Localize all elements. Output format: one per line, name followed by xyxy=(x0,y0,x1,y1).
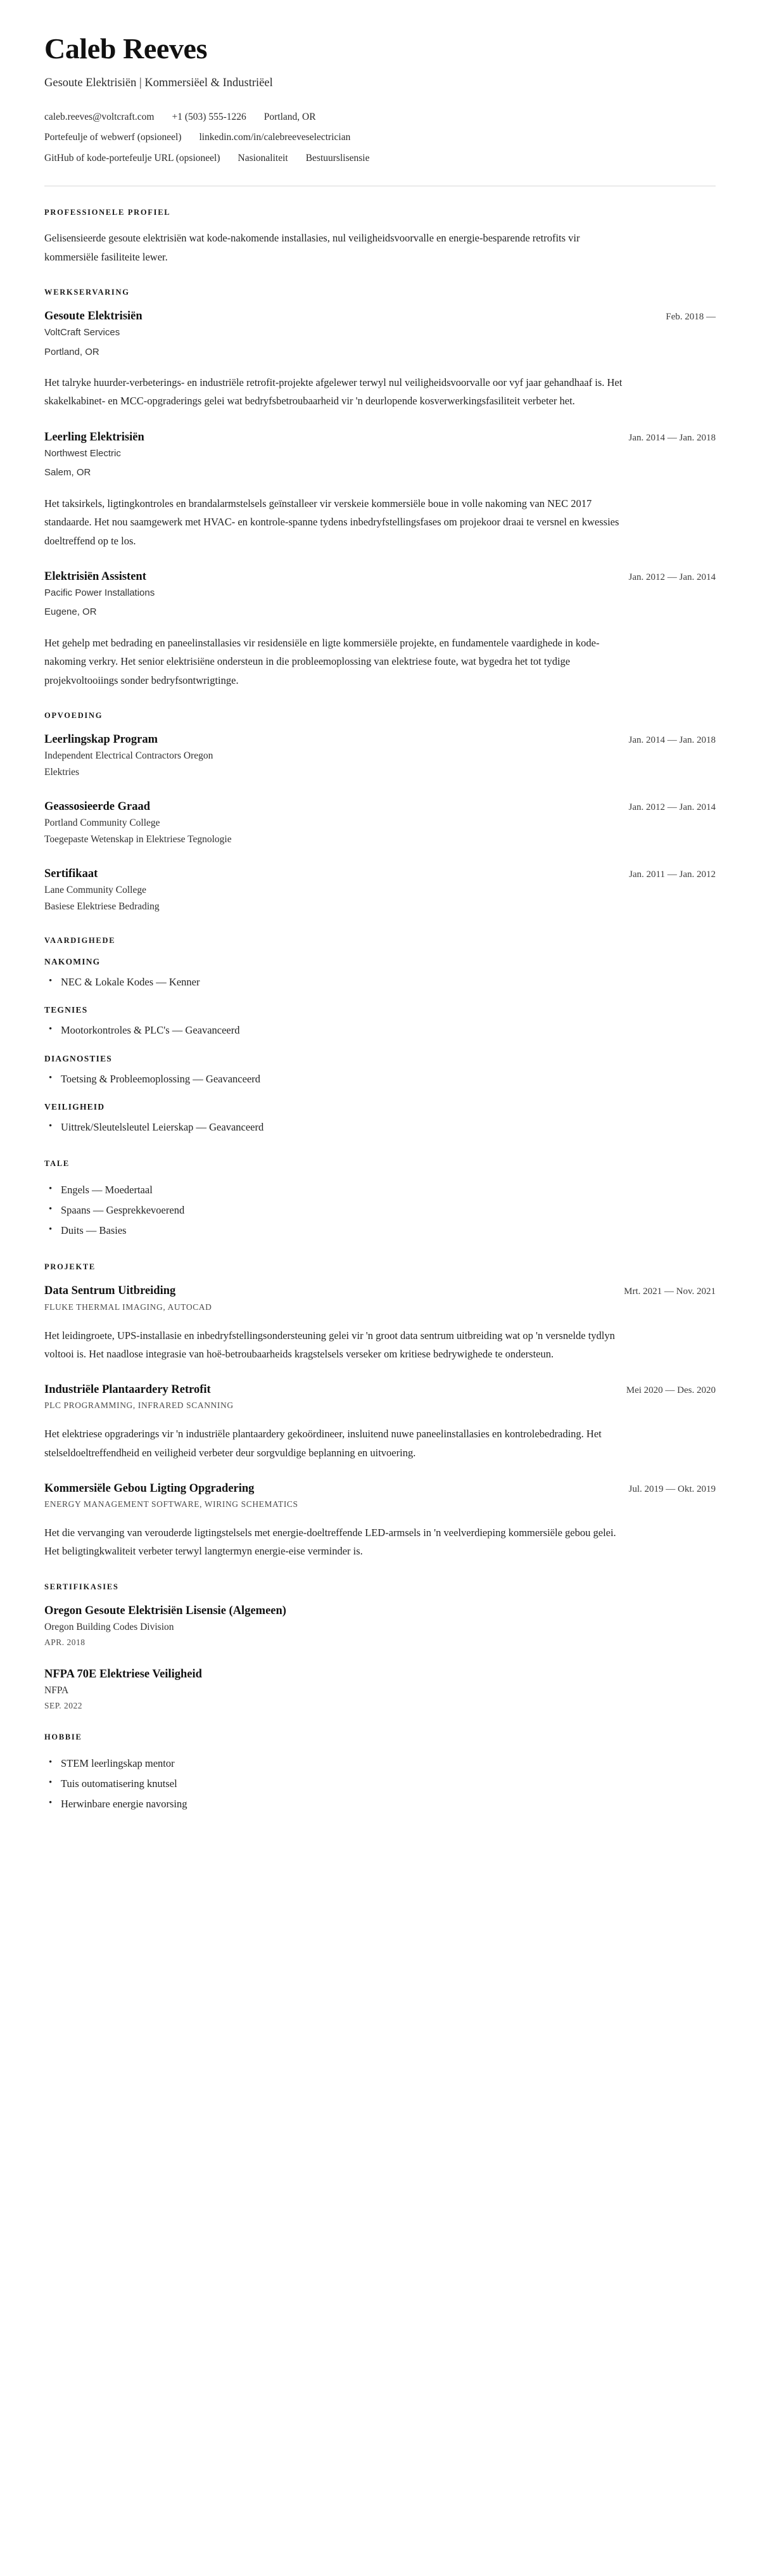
page-title: Caleb Reeves xyxy=(44,32,208,65)
section-profile xyxy=(44,208,716,266)
list-item: • Uittrek/Sleutelsleutel Leierskap — Geavanceerd xyxy=(44,1117,716,1137)
skill-list xyxy=(44,972,716,992)
experience-entry xyxy=(44,430,716,550)
education-field-of-study: Elektries xyxy=(44,767,80,778)
contact-row-1 xyxy=(44,107,716,128)
contact-location: Portland, OR xyxy=(263,111,316,122)
resume-header xyxy=(44,33,716,186)
project-tech-stack: PLC PROGRAMMING, INFRARED SCANNING xyxy=(44,1400,234,1411)
section-languages xyxy=(44,1159,716,1241)
section-title-profile: PROFESSIONELE PROFIEL xyxy=(44,208,171,217)
list-item: • STEM leerlingskap mentor xyxy=(44,1753,716,1774)
education-date-range: Jan. 2014 — Jan. 2018 xyxy=(628,735,716,746)
contact-phone[interactable]: +1 (503) 555-1226 xyxy=(172,111,246,122)
experience-date-range: Feb. 2018 — xyxy=(666,312,716,322)
professional-headline: Gesoute Elektrisiën | Kommersiëel & Industriëel xyxy=(44,76,273,89)
skill-group xyxy=(44,1005,716,1041)
education-entry xyxy=(44,866,716,914)
project-title: Kommersiële Gebou Ligting Opgradering xyxy=(44,1482,255,1495)
project-tech-stack: FLUKE THERMAL IMAGING, AUTOCAD xyxy=(44,1302,212,1312)
education-entry xyxy=(44,732,716,780)
education-degree-title: Geassosieerde Graad xyxy=(44,800,150,814)
list-item: • Duits — Basies xyxy=(44,1221,716,1241)
project-description: Het leidingroete, UPS-installasie en inbedryfstellingsondersteuning gelei vir 'n groot data sentrum uitbreiding wat op 'n versnelde tydlyn voltooi is. Het naadlose integrasie van hoë-betroubaarheids kragstelsels verseker om kritiese bedrywighede te ondersteun. xyxy=(44,1329,615,1360)
certification-entry xyxy=(44,1667,716,1711)
project-date-range: Mrt. 2021 — Nov. 2021 xyxy=(624,1286,716,1297)
experience-date-range: Jan. 2014 — Jan. 2018 xyxy=(628,432,716,443)
education-degree-title: Sertifikaat xyxy=(44,868,98,881)
education-entry-head xyxy=(44,799,716,814)
skill-list xyxy=(44,1020,716,1041)
experience-job-title: Leerling Elektrisiën xyxy=(44,430,144,444)
project-date-range: Jul. 2019 — Okt. 2019 xyxy=(628,1483,716,1494)
certification-issuer: NFPA xyxy=(44,1684,69,1696)
contact-row-3 xyxy=(44,148,716,169)
contact-portfolio-placeholder[interactable]: Portefeulje of webwerf (opsioneel) xyxy=(44,132,182,143)
skill-group xyxy=(44,1054,716,1089)
education-institution: Lane Community College xyxy=(44,885,147,896)
section-certifications xyxy=(44,1582,716,1711)
section-title-experience: WERKSERVARING xyxy=(44,288,130,297)
education-degree-title: Leerlingskap Program xyxy=(44,733,158,747)
section-hobbies xyxy=(44,1733,716,1815)
experience-location: Salem, OR xyxy=(44,467,91,478)
project-title: Industriële Plantaardery Retrofit xyxy=(44,1383,211,1397)
profile-summary-text: Gelisensieerde gesoute elektrisiën wat kode-nakomende installasies, nul veiligheidsvoorvalle en energie-besparende retrofits vir kommersiële fasiliteite lewer. xyxy=(44,232,580,263)
experience-entry-head xyxy=(44,430,716,445)
skill-group-name: NAKOMING xyxy=(44,957,101,967)
education-entry-head xyxy=(44,732,716,747)
project-entry-head xyxy=(44,1382,716,1397)
experience-company: Northwest Electric xyxy=(44,447,121,459)
language-list xyxy=(44,1180,716,1241)
experience-description: Het talryke huurder-verbeterings- en industriële retrofit-projekte afgelewer terwyl nul veiligheidsvoorvalle oor vyf jaar gehandhaaf is. Het skakelkabinet- en MCC-opgraderings gelei wat bedryfsbetroubaarheid vir 'n deurlopende kosverwerkingsfasiliteit verbeter het. xyxy=(44,376,623,407)
experience-entry-head xyxy=(44,309,716,324)
contact-linkedin[interactable]: linkedin.com/in/calebreeveselectrician xyxy=(199,132,351,143)
education-institution: Portland Community College xyxy=(44,817,160,829)
project-tech-stack: ENERGY MANAGEMENT SOFTWARE, WIRING SCHEMATICS xyxy=(44,1499,298,1509)
project-date-range: Mei 2020 — Des. 2020 xyxy=(626,1385,716,1396)
contact-github-placeholder[interactable]: GitHub of kode-portefeulje URL (opsioneel) xyxy=(44,152,220,163)
experience-location: Eugene, OR xyxy=(44,606,97,618)
certification-entry xyxy=(44,1603,716,1648)
project-entry xyxy=(44,1382,716,1462)
experience-company: VoltCraft Services xyxy=(44,327,120,338)
hobby-list xyxy=(44,1753,716,1815)
contact-email[interactable]: caleb.reeves@voltcraft.com xyxy=(44,111,155,122)
certification-issuer: Oregon Building Codes Division xyxy=(44,1621,174,1632)
section-title-hobbies: HOBBIE xyxy=(44,1732,82,1741)
experience-location: Portland, OR xyxy=(44,346,99,357)
education-field-of-study: Toegepaste Wetenskap in Elektriese Tegnologie xyxy=(44,834,232,845)
section-projects xyxy=(44,1262,716,1560)
project-description: Het die vervanging van verouderde ligtingstelsels met energie-doeltreffende LED-armsels in 'n veelverdieping kommersiële gebou gelei. Het beligtingkwaliteit verbeter terwyl langtermyn energie-eise verminder is. xyxy=(44,1527,616,1558)
section-experience xyxy=(44,288,716,689)
skill-group xyxy=(44,1102,716,1137)
skill-group xyxy=(44,957,716,992)
list-item: • Toetsing & Probleemoplossing — Geavanceerd xyxy=(44,1069,716,1089)
certification-date: SEP. 2022 xyxy=(44,1700,83,1710)
section-skills xyxy=(44,936,716,1137)
experience-entry xyxy=(44,309,716,411)
experience-company: Pacific Power Installations xyxy=(44,587,155,598)
skill-group-name: VEILIGHEID xyxy=(44,1101,105,1112)
list-item: • Spaans — Gesprekkevoerend xyxy=(44,1200,716,1221)
list-item: • Engels — Moedertaal xyxy=(44,1180,716,1200)
certification-title: Oregon Gesoute Elektrisiën Lisensie (Algemeen) xyxy=(44,1604,286,1617)
experience-description: Het taksirkels, ligtingkontroles en brandalarmstelsels geïnstalleer vir verskeie kommersiële boue in volle nakoming van NEC 2017 standaarde. Het nou saamgewerk met HVAC- en kontrole-spanne tydens inbedryfstellingsfases om projekoor draai te versnel en kwessies doeltreffend op te los. xyxy=(44,497,619,547)
experience-description: Het gehelp met bedrading en paneelinstallasies vir residensiële en ligte kommersiële projekte, en fundamentele vaardighede in kode-nakoming verkry. Het senior elektrisiëne ondersteun in die probleemoplossing van elektriese foute, wat bygedra het tot tydige projekvoltooiings sonder bedryfsontwrigtinge. xyxy=(44,636,600,686)
skill-list xyxy=(44,1069,716,1089)
project-entry-head xyxy=(44,1481,716,1496)
contact-nationality: Nasionaliteit xyxy=(238,152,288,163)
list-item: • Herwinbare energie navorsing xyxy=(44,1794,716,1814)
project-title: Data Sentrum Uitbreiding xyxy=(44,1285,176,1298)
experience-entry xyxy=(44,569,716,689)
list-item: • Mootorkontroles & PLC's — Geavanceerd xyxy=(44,1020,716,1041)
education-entry-head xyxy=(44,866,716,881)
certification-date: APR. 2018 xyxy=(44,1637,86,1647)
project-description: Het elektriese opgraderings vir 'n industriële plantaardery gekoördineer, insluitend nuwe paneelinstallasies en kontrolebedrading. Het stelseldoeltreffendheid en veiligheid verbeter deur sorgvuldige beplanning en uitvoering. xyxy=(44,1428,602,1459)
experience-job-title: Elektrisiën Assistent xyxy=(44,570,146,583)
education-date-range: Jan. 2011 — Jan. 2012 xyxy=(629,869,716,880)
section-education xyxy=(44,711,716,914)
section-title-projects: PROJEKTE xyxy=(44,1262,96,1272)
list-item: • Tuis outomatisering knutsel xyxy=(44,1774,716,1794)
list-item: • NEC & Lokale Kodes — Kenner xyxy=(44,972,716,992)
project-entry xyxy=(44,1481,716,1561)
education-entry xyxy=(44,799,716,847)
section-title-languages: TALE xyxy=(44,1158,70,1168)
skill-group-name: TEGNIES xyxy=(44,1005,88,1015)
skill-group-name: DIAGNOSTIES xyxy=(44,1053,112,1063)
education-field-of-study: Basiese Elektriese Bedrading xyxy=(44,901,160,913)
certification-title: NFPA 70E Elektriese Veiligheid xyxy=(44,1667,202,1681)
project-entry xyxy=(44,1283,716,1363)
experience-date-range: Jan. 2012 — Jan. 2014 xyxy=(628,572,716,582)
experience-entry-head xyxy=(44,569,716,584)
section-title-education: OPVOEDING xyxy=(44,711,103,721)
contact-row-2 xyxy=(44,127,716,148)
section-title-certifications: SERTIFIKASIES xyxy=(44,1582,119,1591)
experience-job-title: Gesoute Elektrisiën xyxy=(44,310,142,323)
section-title-skills: VAARDIGHEDE xyxy=(44,936,116,945)
education-date-range: Jan. 2012 — Jan. 2014 xyxy=(628,802,716,813)
skill-list xyxy=(44,1117,716,1137)
education-institution: Independent Electrical Contractors Oregon xyxy=(44,750,213,762)
project-entry-head xyxy=(44,1283,716,1298)
contact-drivers-license: Bestuurslisensie xyxy=(305,152,370,163)
